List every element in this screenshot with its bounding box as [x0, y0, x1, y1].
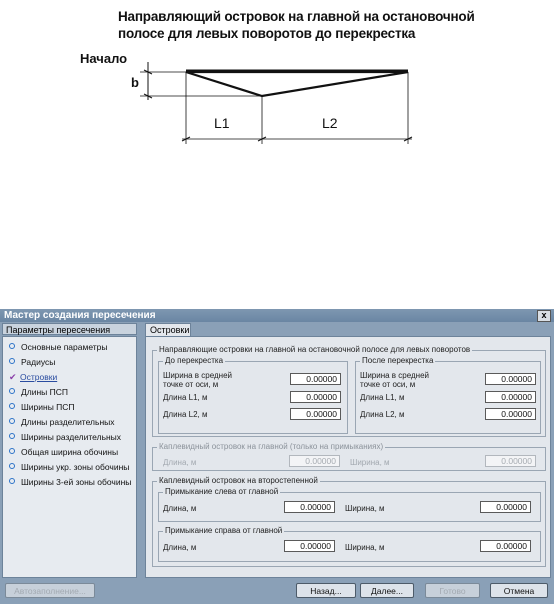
- l1-label: L1: [214, 115, 230, 131]
- bullet-icon: [9, 433, 15, 439]
- left-width-input[interactable]: 0.00000: [480, 501, 531, 513]
- sidebar: [2, 336, 137, 578]
- button-bar: [0, 578, 554, 604]
- wizard-window: [0, 309, 554, 604]
- close-button[interactable]: x: [537, 310, 551, 322]
- window-title: Мастер создания пересечения: [4, 310, 156, 321]
- autofill-button[interactable]: Автозаполнение...: [5, 583, 95, 598]
- drop-island-secondary-title: Каплевидный островок на второстепенной: [159, 476, 318, 485]
- l2-label: L2: [322, 115, 338, 131]
- island-diagram: [0, 0, 554, 160]
- left-width-label: Ширина, м: [345, 504, 385, 513]
- bullet-icon: [9, 388, 15, 394]
- before-width-input[interactable]: 0.00000: [290, 373, 341, 385]
- cancel-button[interactable]: Отмена: [490, 583, 548, 598]
- drop-island-secondary-group: [152, 476, 546, 567]
- after-width-input[interactable]: 0.00000: [485, 373, 536, 385]
- before-group-title: До перекрестка: [165, 356, 224, 365]
- drop-island-main-group: [152, 442, 546, 471]
- sidebar-item-reinforced-shoulder[interactable]: Ширины укр. зоны обочины: [9, 462, 129, 472]
- bullet-icon: [9, 418, 15, 424]
- figure-start-label: Начало: [80, 51, 128, 66]
- bullet-icon: [9, 403, 15, 409]
- after-l2-input[interactable]: 0.00000: [485, 408, 536, 420]
- tab-intersection-parameters[interactable]: Параметры пересечения: [2, 323, 137, 335]
- sidebar-item-separator-lengths[interactable]: Длины разделительных: [9, 417, 115, 427]
- after-width-label: Ширина в средней точке от оси, м: [360, 371, 430, 389]
- sidebar-item-psp-lengths[interactable]: Длины ПСП: [9, 387, 68, 397]
- before-l2-input[interactable]: 0.00000: [290, 408, 341, 420]
- back-button[interactable]: Назад...: [296, 583, 356, 598]
- sidebar-item-separator-widths[interactable]: Ширины разделительных: [9, 432, 121, 442]
- before-intersection-group: [158, 356, 348, 434]
- tab-islands[interactable]: Островки: [145, 323, 191, 336]
- before-l1-label: Длина L1, м: [163, 393, 208, 402]
- figure-title-line1: Направляющий островок на главной на остановочной: [118, 9, 475, 24]
- after-l2-label: Длина L2, м: [360, 410, 405, 419]
- before-width-label: Ширина в средней точке от оси, м: [163, 371, 233, 389]
- drop-main-length-input[interactable]: 0.00000: [289, 455, 340, 467]
- bullet-icon: [9, 358, 15, 364]
- before-l2-label: Длина L2, м: [163, 410, 208, 419]
- after-intersection-group: [355, 356, 541, 434]
- right-length-input[interactable]: 0.00000: [284, 540, 335, 552]
- drop-island-main-title: Каплевидный островок на главной (только на примыканиях): [159, 442, 384, 451]
- drop-main-width-label: Ширина, м: [350, 458, 390, 467]
- island-shape: [186, 72, 408, 96]
- junction-right-group: [158, 526, 541, 562]
- junction-left-title: Примыкание слева от главной: [165, 487, 279, 496]
- sidebar-item-radii[interactable]: Радиусы: [9, 357, 55, 367]
- drop-main-length-label: Длина, м: [163, 458, 197, 467]
- islands-panel: [145, 336, 551, 578]
- before-l1-input[interactable]: 0.00000: [290, 391, 341, 403]
- junction-left-group: [158, 487, 541, 522]
- right-width-label: Ширина, м: [345, 543, 385, 552]
- sidebar-item-main-params[interactable]: Основные параметры: [9, 342, 108, 352]
- guide-islands-group: [152, 345, 546, 437]
- window-titlebar[interactable]: [0, 309, 554, 322]
- next-button[interactable]: Далее...: [360, 583, 414, 598]
- tabs-row: [0, 322, 554, 336]
- sidebar-item-psp-widths[interactable]: Ширины ПСП: [9, 402, 75, 412]
- bullet-icon: [9, 448, 15, 454]
- left-length-input[interactable]: 0.00000: [284, 501, 335, 513]
- drop-main-width-input[interactable]: 0.00000: [485, 455, 536, 467]
- sidebar-item-shoulder-width[interactable]: Общая ширина обочины: [9, 447, 118, 457]
- after-l1-label: Длина L1, м: [360, 393, 405, 402]
- sidebar-item-islands[interactable]: ✔ Островки: [9, 372, 58, 382]
- sidebar-item-third-zone[interactable]: Ширины 3-ей зоны обочины: [9, 477, 131, 487]
- right-length-label: Длина, м: [163, 543, 197, 552]
- b-label: b: [131, 75, 139, 90]
- finish-button[interactable]: Готово: [425, 583, 480, 598]
- bullet-icon: [9, 343, 15, 349]
- guide-islands-group-title: Направляющие островки на главной на остановочной полосе для левых поворотов: [159, 345, 471, 354]
- junction-right-title: Примыкание справа от главной: [165, 526, 283, 535]
- bullet-icon: [9, 478, 15, 484]
- figure-title-line2: полосе для левых поворотов до перекрестка: [118, 26, 416, 41]
- right-width-input[interactable]: 0.00000: [480, 540, 531, 552]
- after-group-title: После перекрестка: [362, 356, 434, 365]
- left-length-label: Длина, м: [163, 504, 197, 513]
- checkmark-icon: ✔: [9, 372, 17, 382]
- after-l1-input[interactable]: 0.00000: [485, 391, 536, 403]
- bullet-icon: [9, 463, 15, 469]
